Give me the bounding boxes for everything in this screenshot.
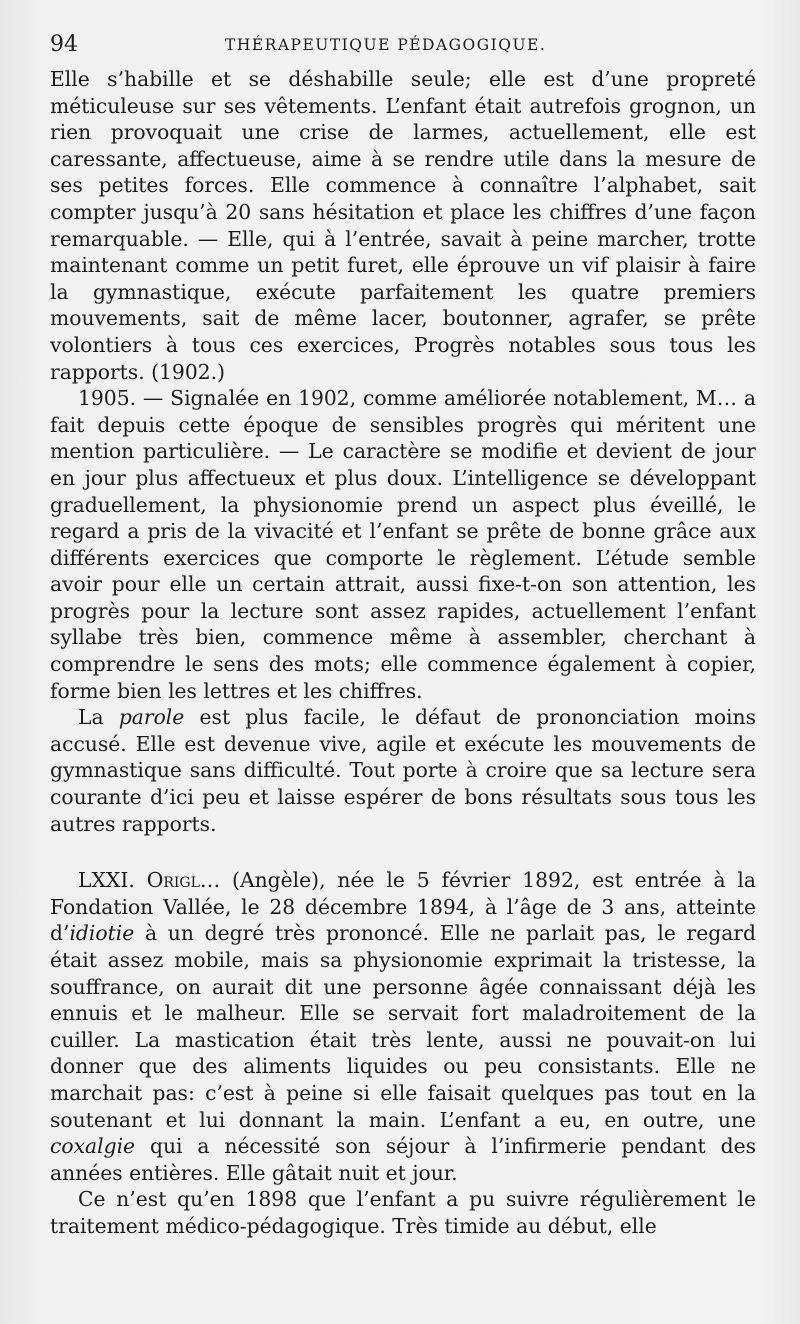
body-text — [50, 66, 756, 1240]
running-head — [50, 26, 756, 66]
section-gap — [50, 837, 756, 867]
case-name: Origl — [146, 868, 200, 893]
case-number: LXXI. — [78, 868, 135, 893]
page-number: 94 — [50, 32, 78, 57]
paragraph-3-rest: est plus facile, le défaut de prononciation moins accusé. Elle est devenue vive, agile et exécute les mouvements de gymnastique sans difficulté. Tout porte à croire que sa lecture sera courante d’ici peu et laisse espérer de bons résultats sous tous les autres rapports. — [50, 705, 756, 836]
paragraph-3 — [50, 704, 756, 837]
paragraph-2: 1905. — Signalée en 1902, comme améliorée notablement, M… a fait depuis cette époque de sensibles progrès qui méritent une mention particulière. — Le caractère se modifie et devient de jour en jour plus affectueux et plus doux. L’intelligence se développant graduellement, la physionomie prend un aspect plus éveillé, le regard a pris de la vivacité et l’enfant se prête de bonne grâce aux différents exercices que comporte le règlement. L’étude semble avoir pour elle un certain attrait, aussi fixe-t-on son attention, les progrès pour la lecture sont assez rapides, actuellement l’enfant syllabe très bien, commence même à assembler, cherchant à comprendre le sens des mots; elle commence également à copier, forme bien les lettres et les chiffres. — [50, 386, 756, 703]
case-text-middle: à un degré très prononcé. Elle ne parlait pas, le regard était assez mobile, mais sa physionomie exprimait la tristesse, la souffrance, on aurait dit une personne âgée connaissant déjà les ennuis et le malheur. Elle se servait fort maladroitement de la cuiller. La mastication était très lente, aussi ne pouvait-on lui donner que des aliments liquides ou peu consistants. Elle ne marchait pas: c’est à peine si elle faisait quelques pas tout en la soutenant et lui donnant la main. L’enfant a eu, en outre, une — [50, 921, 756, 1132]
italic-term-coxalgie: coxalgie — [50, 1134, 136, 1159]
case-entry-lxxi — [50, 867, 756, 1186]
paragraph-5: Ce n’est qu’en 1898 que l’enfant a pu suivre régulièrement le traitement médico-pédagogique. Très timide au début, elle — [50, 1187, 756, 1238]
case-text-end: qui a nécessité son séjour à l’infirmerie pendant des années entières. Elle gâtait nuit et jour. — [50, 1134, 756, 1185]
case-text-start: … (Angèle), née le 5 février 1892, est entrée à la Fondation Vallée, le 28 décembre 1894, à l’âge de 3 ans, atteinte d’ — [50, 868, 756, 946]
paragraph-3-start: La — [78, 705, 119, 730]
italic-term-idiotie: idiotie — [69, 921, 135, 946]
running-title: THÉRAPEUTIQUE PÉDAGOGIQUE. — [225, 36, 547, 54]
paragraph-1: Elle s’habille et se déshabille seule; elle est d’une propreté méticuleuse sur ses vêtements. L’enfant était autrefois grognon, un rien provoquait une crise de larmes, actuellement, elle est caressante, affectueuse, aime à se rendre utile dans la mesure de ses petites forces. Elle commence à connaître l’alphabet, sait compter jusqu’à 20 sans hésitation et place les chiffres d’une façon remarquable. — Elle, qui à l’entrée, savait à peine marcher, trotte maintenant comme un petit furet, elle éprouve un vif plaisir à faire la gymnastique, exécute parfaitement les quatre premiers mouvements, sait de même lacer, boutonner, agrafer, se prête volontiers à tous ces exercices, Progrès notables sous tous les rapports. (1902.) — [50, 67, 756, 384]
italic-term-parole: parole — [118, 705, 185, 730]
